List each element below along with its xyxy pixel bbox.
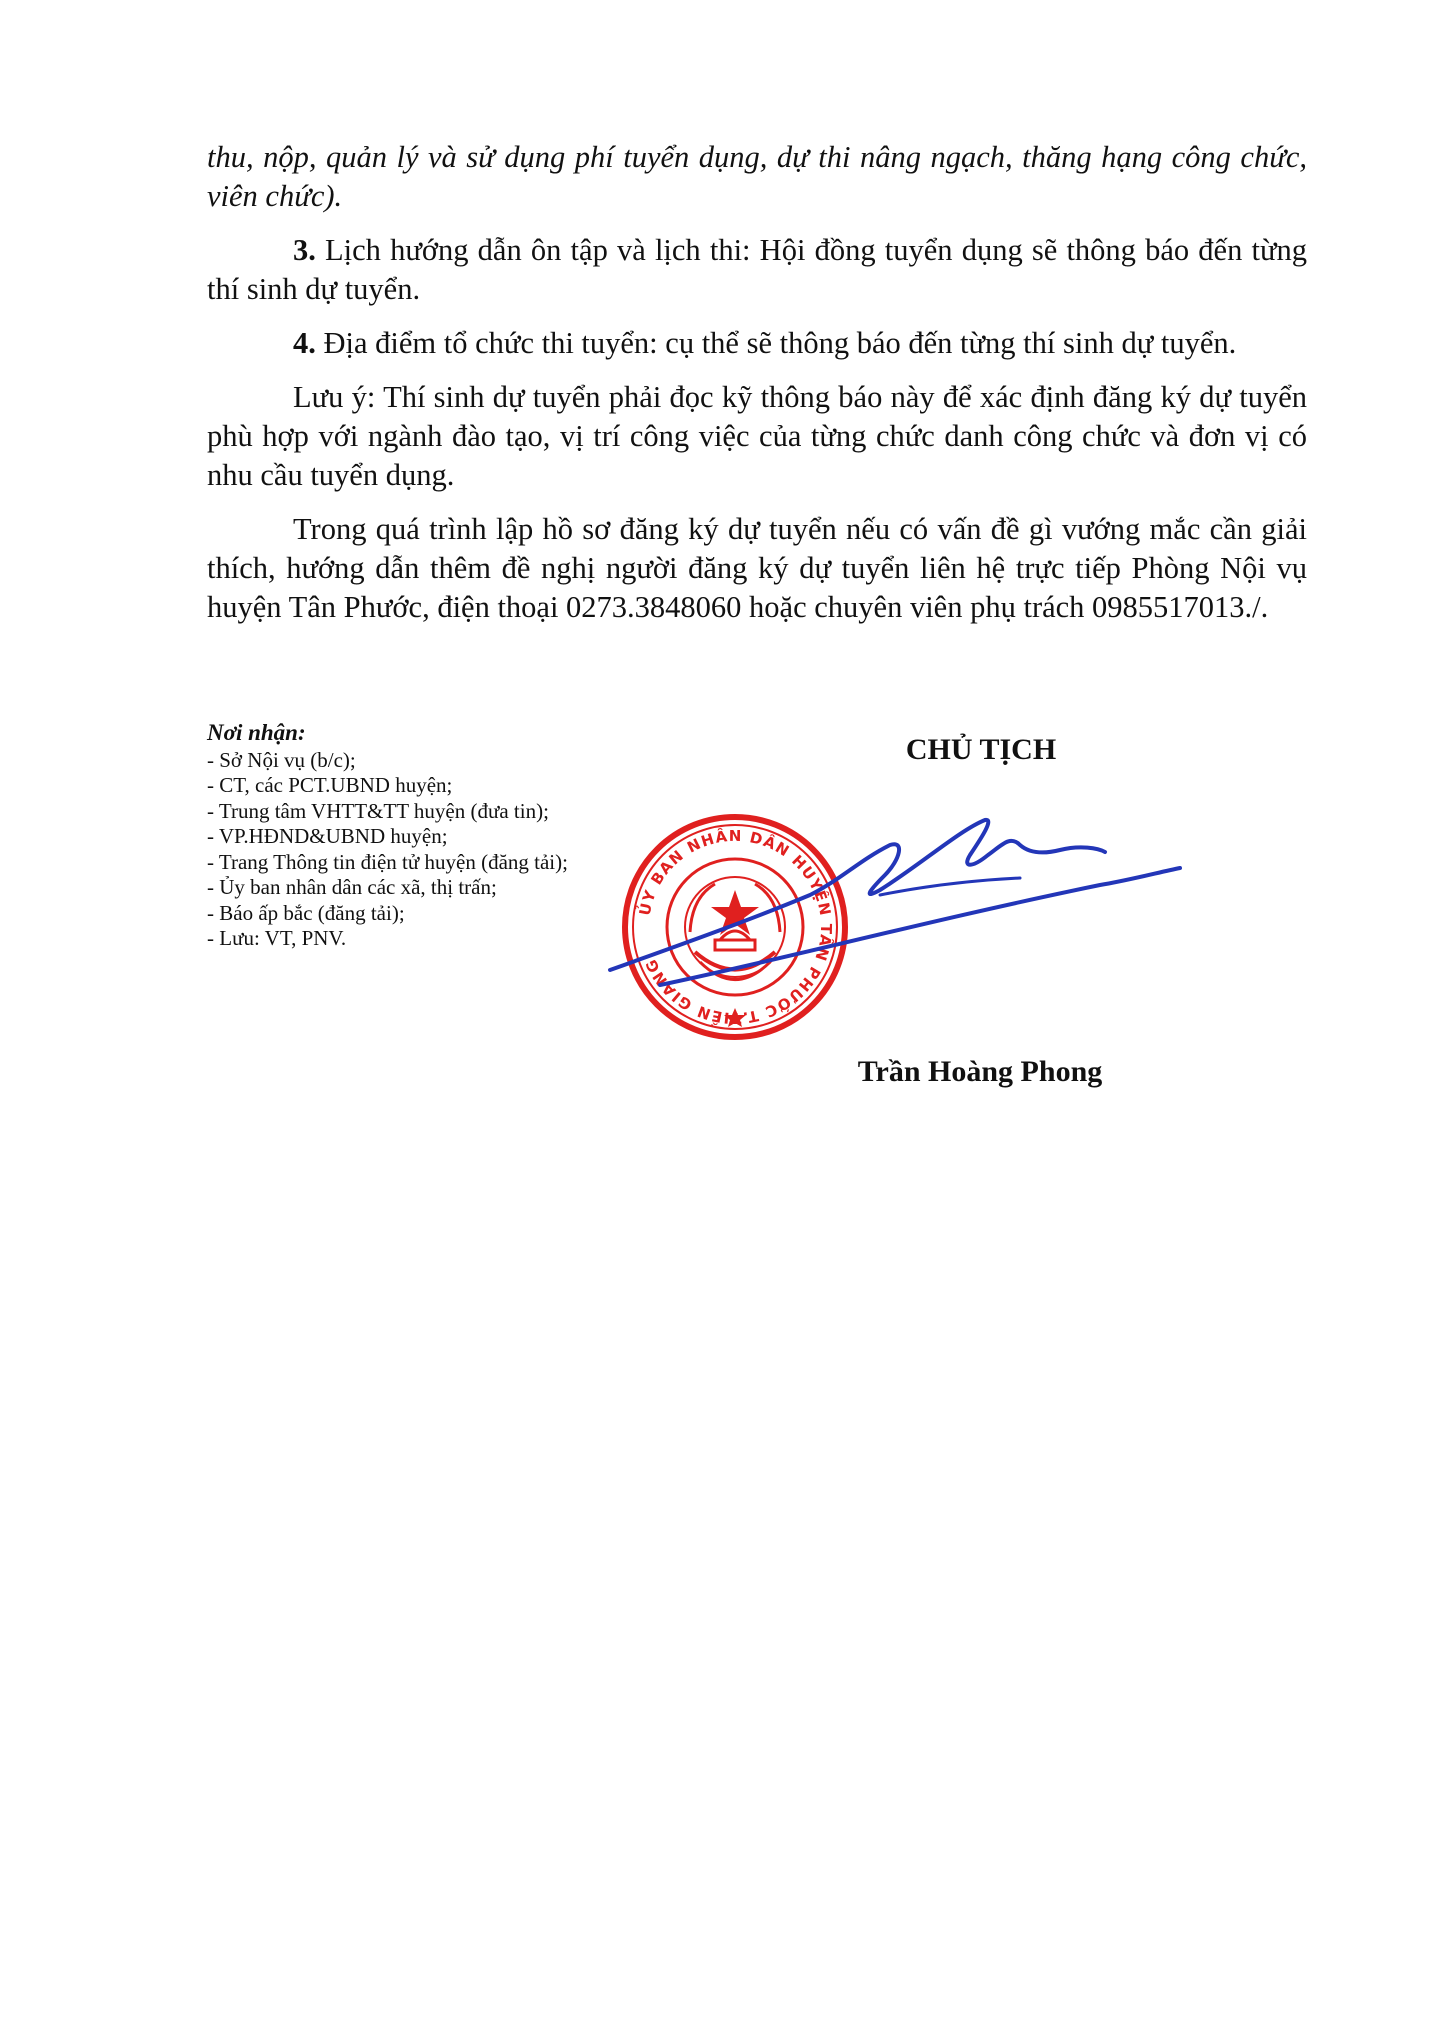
recipient-item: - CT, các PCT.UBND huyện; bbox=[207, 773, 453, 797]
recipients-list bbox=[207, 748, 667, 952]
recipient-item: - Ủy ban nhân dân các xã, thị trấn; bbox=[207, 875, 497, 899]
item-number: 3. bbox=[293, 233, 316, 267]
recipients-block bbox=[207, 720, 667, 952]
item-text: Địa điểm tổ chức thi tuyển: cụ thể sẽ thông báo đến từng thí sinh dự tuyển. bbox=[315, 326, 1237, 360]
paragraph-exam-location bbox=[207, 324, 1307, 363]
paragraph-contact: Trong quá trình lập hồ sơ đăng ký dự tuyển nếu có vấn đề gì vướng mắc cần giải thích, hướng dẫn thêm đề nghị người đăng ký dự tuyển liên hệ trực tiếp Phòng Nội vụ huyện Tân Phước, điện thoại 0273.3848060 hoặc chuyên viên phụ trách 0985517013./. bbox=[207, 512, 1307, 624]
document-body bbox=[207, 138, 1307, 642]
signer-title: CHỦ TỊCH bbox=[905, 733, 1057, 766]
recipient-item: - Trung tâm VHTT&TT huyện (đưa tin); bbox=[207, 798, 549, 823]
recipient-item: - VP.HĐND&UBND huyện; bbox=[207, 824, 448, 848]
paragraph-fee-regulation: thu, nộp, quản lý và sử dụng phí tuyển dụng, dự thi nâng ngạch, thăng hạng công chức, viên chức). bbox=[207, 140, 1307, 213]
item-text: Lịch hướng dẫn ôn tập và lịch thi: Hội đồng tuyển dụng sẽ thông báo đến từng thí sinh dự tuyển. bbox=[207, 233, 1307, 306]
paragraph-note: Lưu ý: Thí sinh dự tuyển phải đọc kỹ thông báo này để xác định đăng ký dự tuyển phù hợp với ngành đào tạo, vị trí công việc của từng chức danh công chức và đơn vị có nhu cầu tuyển dụng. bbox=[207, 380, 1307, 492]
paragraph-exam-schedule bbox=[207, 231, 1307, 309]
recipient-item: - Báo ấp bắc (đăng tải); bbox=[207, 900, 405, 925]
seal-text: ỦY BAN NHÂN DÂN HUYỆN TÂN PHƯỚC T.TIỀN GIANG bbox=[635, 826, 836, 1028]
recipient-item: - Lưu: VT, PNV. bbox=[207, 926, 347, 950]
handwritten-signature bbox=[600, 800, 1220, 1000]
item-number: 4. bbox=[293, 326, 316, 360]
recipient-item: - Sở Nội vụ (b/c); bbox=[207, 747, 356, 772]
recipients-title: Nơi nhận: bbox=[207, 720, 306, 745]
signer-name: Trần Hoàng Phong bbox=[857, 1055, 1103, 1088]
recipient-item: - Trang Thông tin điện tử huyện (đăng tải); bbox=[207, 849, 568, 874]
